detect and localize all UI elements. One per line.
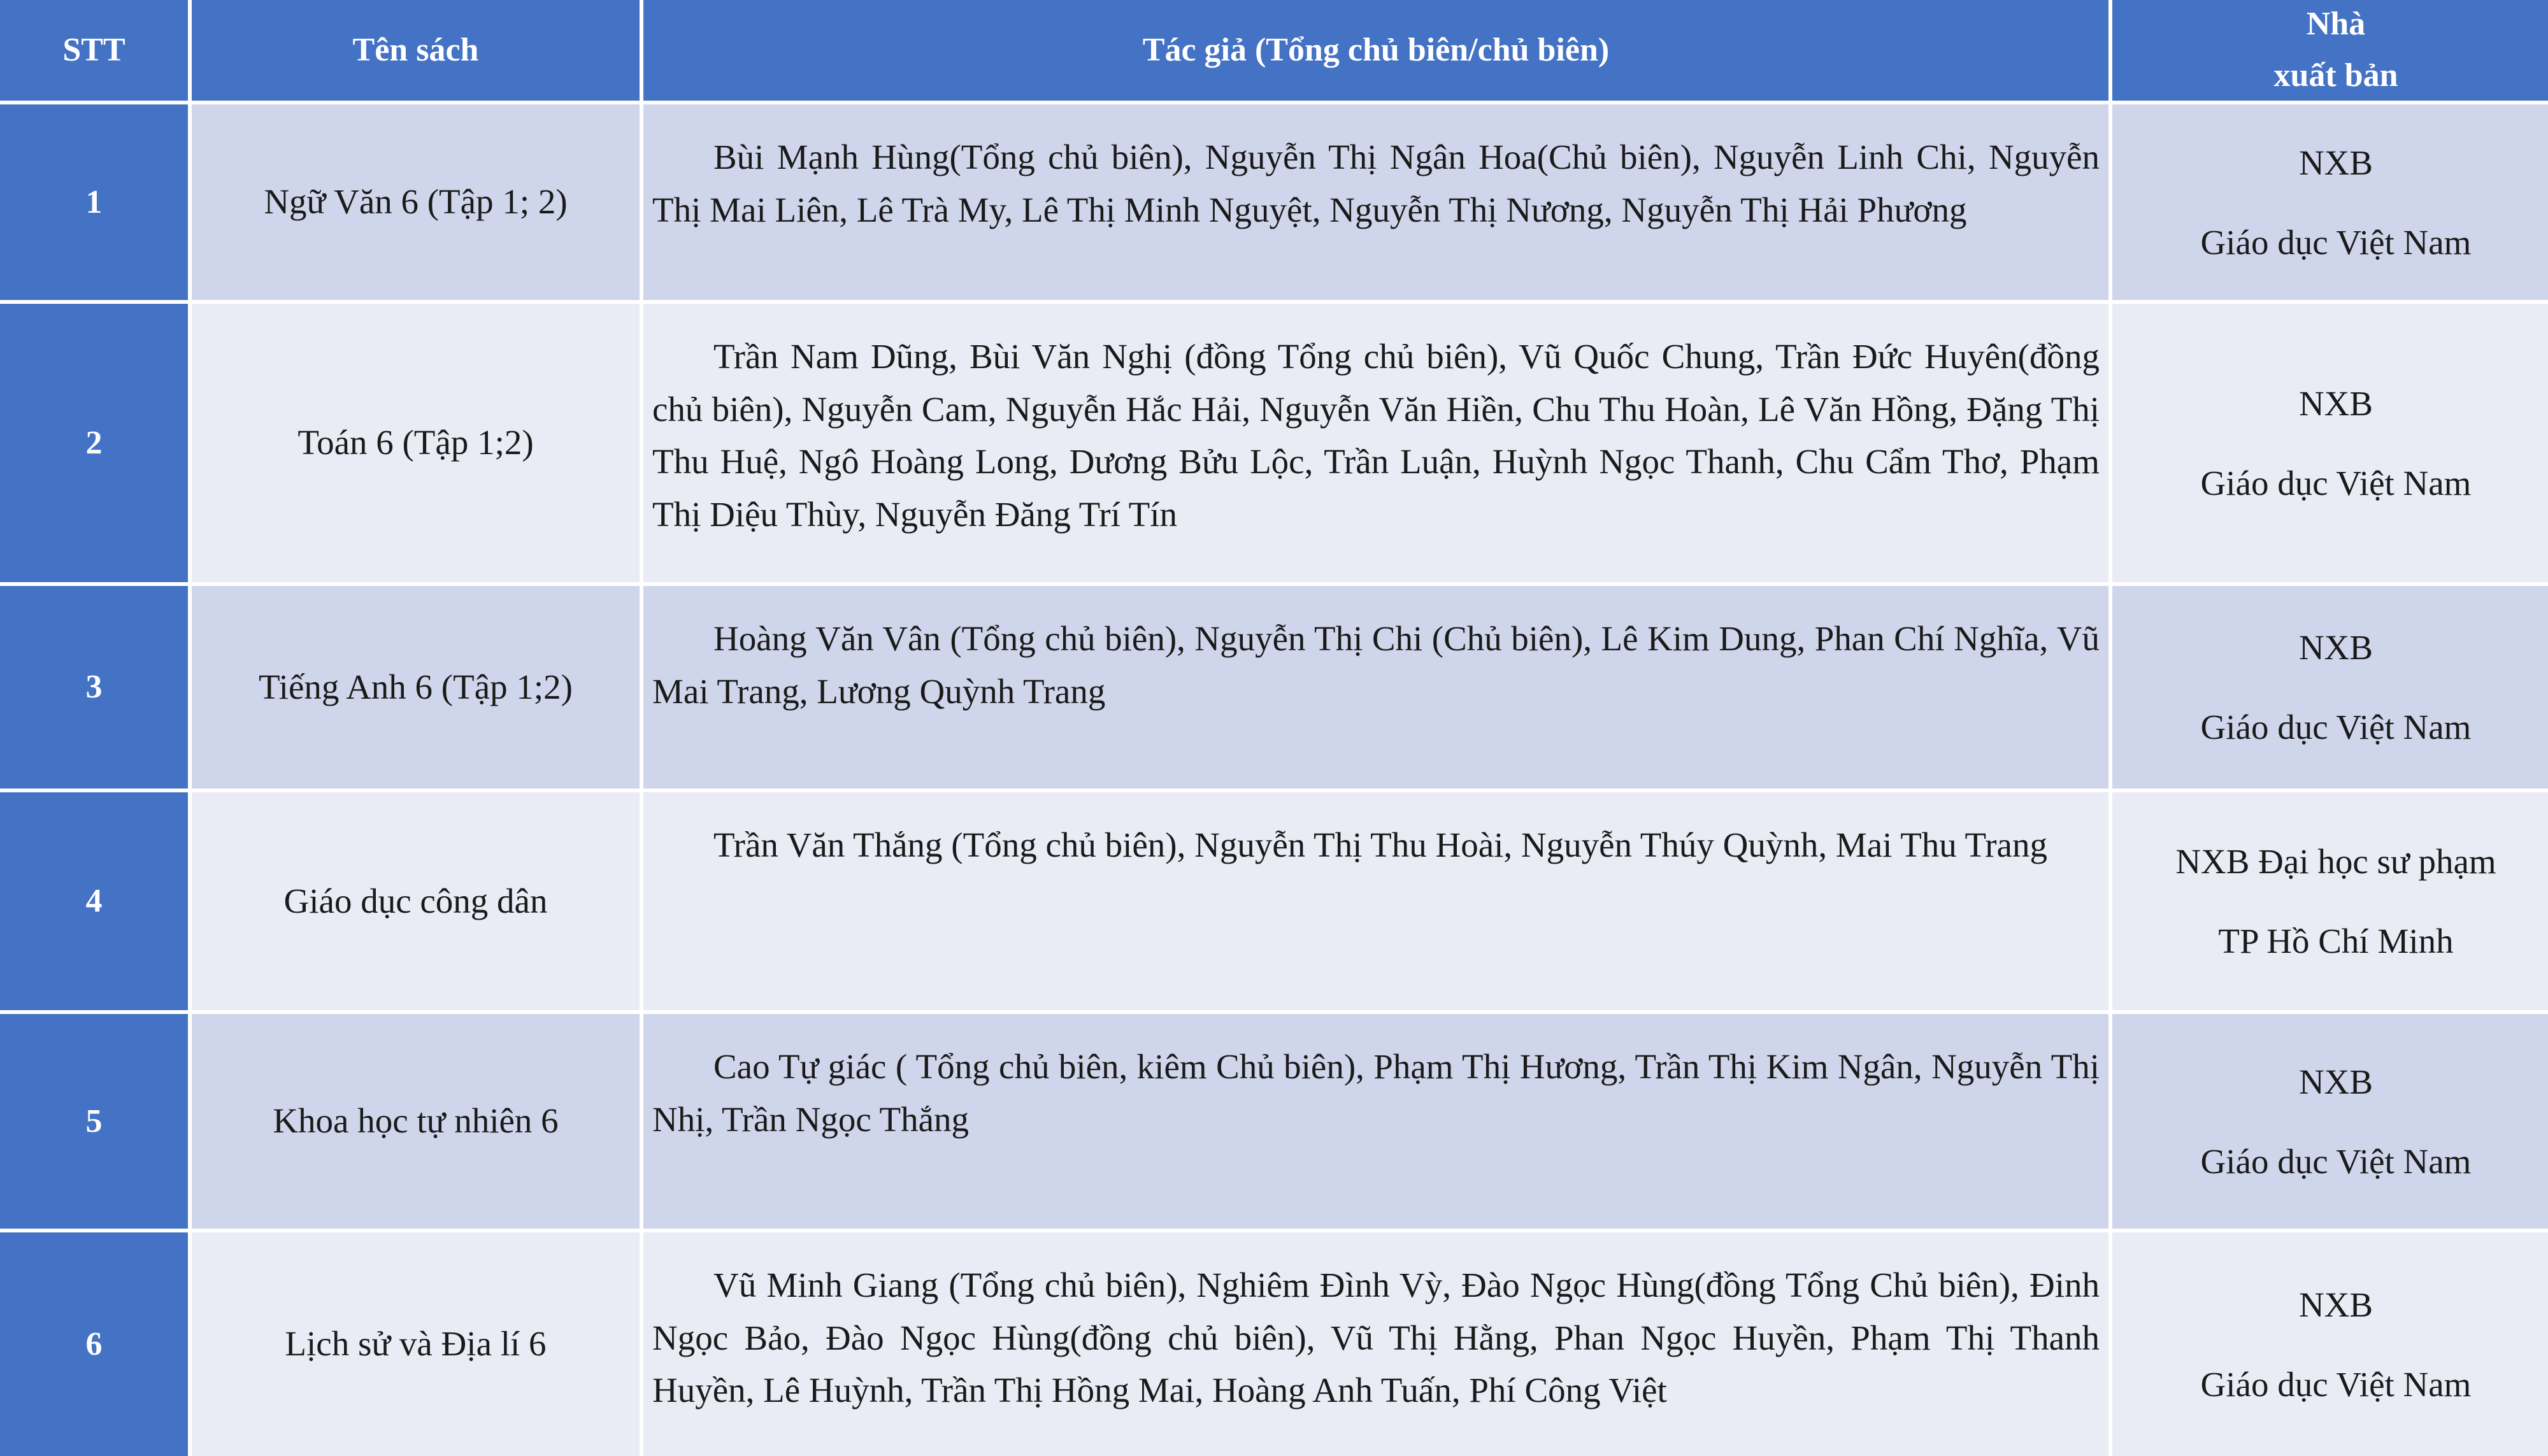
row-publisher-line2: Giáo dục Việt Nam [2200,708,2472,746]
header-title: Tên sách [192,0,640,101]
row-title: Toán 6 (Tập 1;2) [192,304,640,582]
row-title: Ngữ Văn 6 (Tập 1; 2) [192,104,640,300]
row-authors [643,1232,2108,1456]
row-stt: 1 [0,104,188,300]
row-title: Tiếng Anh 6 (Tập 1;2) [192,586,640,789]
header-authors: Tác giả (Tổng chủ biên/chủ biên) [643,0,2108,101]
row-authors-text: Trần Nam Dũng, Bùi Văn Nghị (đồng Tổng chủ biên), Vũ Quốc Chung, Trần Đức Huyên(đồng chủ biên), Nguyễn Cam, Nguyễn Hắc Hải, Nguyễn Văn Hiền, Chu Thu Hoàn, Lê Văn Hồng, Đặng Thị Thu Huệ, Ngô Hoàng Long, Dương Bửu Lộc, Trần Luận, Huỳnh Ngọc Thanh, Chu Cẩm Thơ, Phạm Thị Diệu Thùy, Nguyễn Đăng Trí Tín [652,337,2100,534]
row-stt: 6 [0,1232,188,1456]
header-publisher-line2: xuất bản [2273,57,2398,94]
row-authors [643,586,2108,789]
row-publisher-line2: Giáo dục Việt Nam [2200,463,2472,503]
row-publisher-line1: NXB Đại học sư phạm [2175,842,2496,881]
row-publisher-line2: Giáo dục Việt Nam [2200,1364,2472,1404]
row-title: Lịch sử và Địa lí 6 [192,1232,640,1456]
row-authors [643,104,2108,300]
row-publisher-line1: NXB [2298,143,2373,182]
row-authors-text: Bùi Mạnh Hùng(Tổng chủ biên), Nguyễn Thị Ngân Hoa(Chủ biên), Nguyễn Linh Chi, Nguyễn Thị Mai Liên, Lê Trà My, Lê Thị Minh Nguyệt, Nguyễn Thị Nương, Nguyễn Thị Hải Phương [652,138,2100,229]
row-stt: 5 [0,1014,188,1229]
header-publisher [2112,0,2548,101]
row-title: Giáo dục công dân [192,792,640,1010]
row-stt: 2 [0,304,188,582]
row-publisher [2112,304,2548,582]
row-publisher-line1: NXB [2298,1285,2373,1324]
row-authors [643,304,2108,582]
row-title: Khoa học tự nhiên 6 [192,1014,640,1229]
row-publisher [2112,586,2548,789]
row-publisher-line2: TP Hồ Chí Minh [2218,922,2454,960]
row-authors [643,792,2108,1010]
header-publisher-line1: Nhà [2306,6,2366,43]
row-publisher-line1: NXB [2298,1062,2373,1101]
row-publisher-line1: NXB [2298,383,2373,423]
row-authors-text: Cao Tự giác ( Tổng chủ biên, kiêm Chủ biên), Phạm Thị Hương, Trần Thị Kim Ngân, Nguyễn Thị Nhị, Trần Ngọc Thắng [652,1047,2100,1139]
row-publisher-line2: Giáo dục Việt Nam [2200,222,2472,262]
row-publisher [2112,1232,2548,1456]
row-stt: 3 [0,586,188,789]
row-authors [643,1014,2108,1229]
row-publisher [2112,1014,2548,1229]
header-stt: STT [0,0,188,101]
row-authors-text: Trần Văn Thắng (Tổng chủ biên), Nguyễn Thị Thu Hoài, Nguyễn Thúy Quỳnh, Mai Thu Trang [713,825,2047,864]
row-publisher-line1: NXB [2298,628,2373,667]
row-authors-text: Hoàng Văn Vân (Tổng chủ biên), Nguyễn Thị Chi (Chủ biên), Lê Kim Dung, Phan Chí Nghĩa, Vũ Mai Trang, Lương Quỳnh Trang [652,619,2100,711]
row-authors-text: Vũ Minh Giang (Tổng chủ biên), Nghiêm Đình Vỳ, Đào Ngọc Hùng(đồng Tổng Chủ biên), Đinh Ngọc Bảo, Đào Ngọc Hùng(đồng chủ biên), Vũ Thị Hằng, Phan Ngọc Huyền, Phạm Thị Thanh Huyền, Lê Huỳnh, Trần Thị Hồng Mai, Hoàng Anh Tuấn, Phí Công Việt [652,1266,2100,1410]
row-stt: 4 [0,792,188,1010]
row-publisher [2112,104,2548,300]
row-publisher-line2: Giáo dục Việt Nam [2200,1141,2472,1181]
row-publisher [2112,792,2548,1010]
